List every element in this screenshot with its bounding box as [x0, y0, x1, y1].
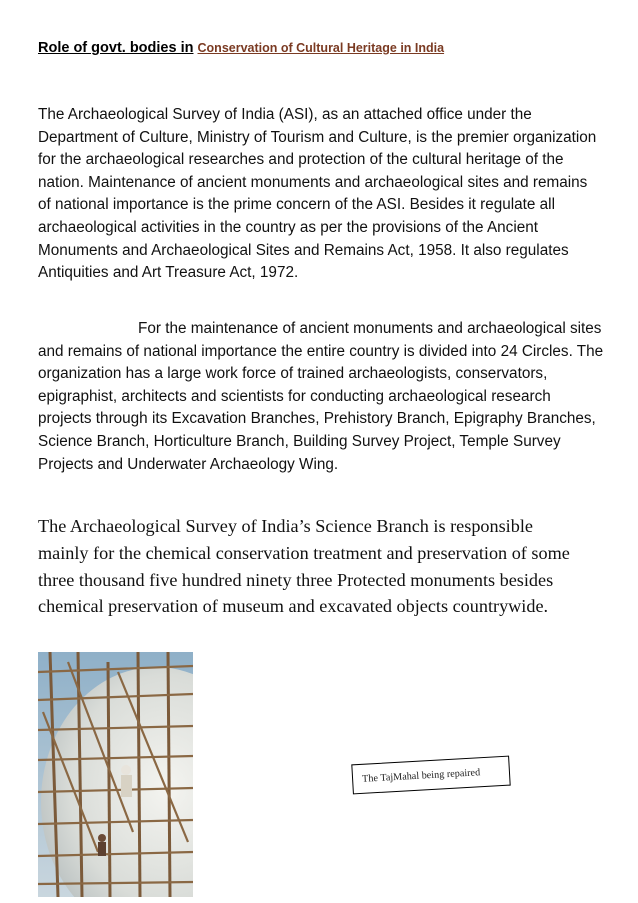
page-title	[38, 40, 444, 56]
image-caption: The TajMahal being repaired	[361, 767, 481, 785]
paragraph-asi-circles: For the maintenance of ancient monuments and archaeological sites and remains of national importance the entire country is divided into 24 Circles. The organization has a large work force of trained archaeologists, conservators, epigraphist, architects and scientists for conducting archaeological research projects through its Excavation Branches, Prehistory Branch, Epigraphy Branches, Science Branch, Horticulture Branch, Building Survey Project, Temple Survey Projects and Underwater Archaeology Wing.	[38, 320, 604, 473]
title-prefix: Role of govt. bodies in	[38, 40, 194, 56]
image-caption-box	[351, 756, 510, 795]
paragraph-asi-intro: The Archaeological Survey of India (ASI), as an attached office under the Department of Culture, Ministry of Tourism and Culture, is the premier organization for the archaeological researches and protection of the cultural heritage of the nation. Maintenance of ancient monuments and archaeological sites and remains of national importance is the prime concern of the ASI. Besides it regulate all archaeological activities in the country as per the provisions of the Ancient Monuments and Archaeological Sites and Remains Act, 1958. It also regulates Antiquities and Art Treasure Act, 1972.	[38, 106, 597, 282]
paragraph-science-branch: The Archaeological Survey of India’s Science Branch is responsible mainly for the chemical conservation treatment and preservation of some three thousand five hundred ninety three Protected monuments besides chemical preservation of museum and excavated objects countrywide.	[38, 516, 570, 617]
title-link[interactable]: Conservation of Cultural Heritage in India	[197, 41, 445, 55]
taj-mahal-repair-photo	[38, 652, 193, 897]
